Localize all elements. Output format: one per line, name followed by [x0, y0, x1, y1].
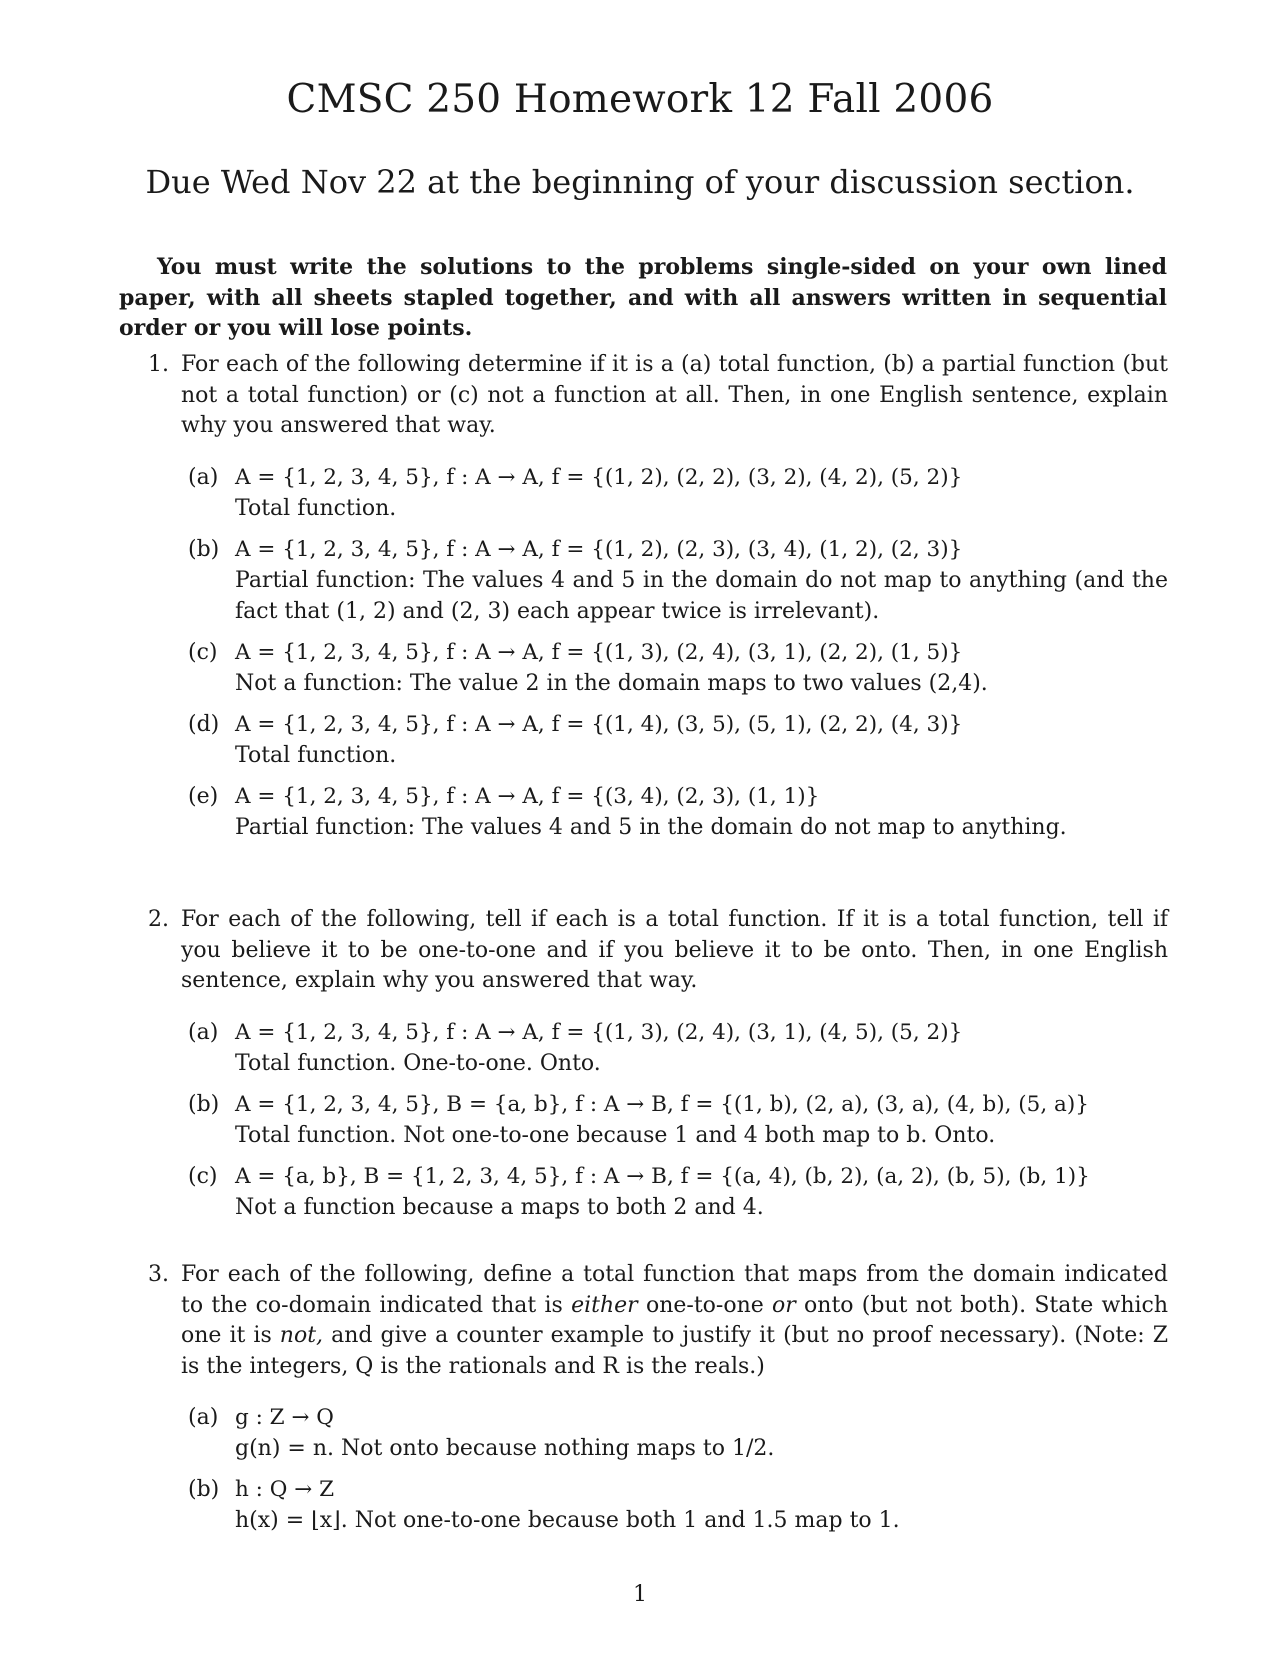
part-label: (a): [188, 1405, 219, 1430]
problem-1: [148, 350, 1168, 442]
part-formula: A = {1, 2, 3, 4, 5}, f : A → A, f = {(1, 3), (2, 4), (3, 1), (4, 5), (5, 2)}: [235, 1020, 963, 1045]
problem-statement: [181, 1260, 1168, 1382]
problem-1-part-b: [188, 534, 1168, 627]
part-formula: A = {1, 2, 3, 4, 5}, f : A → A, f = {(1, 2), (2, 3), (3, 4), (1, 2), (2, 3)}: [235, 537, 963, 562]
problem-1-part-a: [188, 462, 1168, 524]
part-formula: A = {1, 2, 3, 4, 5}, f : A → A, f = {(3, 4), (2, 3), (1, 1)}: [235, 784, 820, 809]
statement-part: onto (but not both). State which one it is: [181, 1292, 1169, 1348]
problem-1-part-e: [188, 781, 1168, 843]
part-answer: Total function. Not one-to-one because 1 and 4 both map to b. Onto.: [235, 1123, 996, 1148]
part-formula: A = {1, 2, 3, 4, 5}, f : A → A, f = {(1, 4), (3, 5), (5, 1), (2, 2), (4, 3)}: [235, 712, 963, 737]
submission-instructions: You must write the solutions to the problems single-sided on your own lined paper, with all sheets stapled together, and with all answers written in sequential order or you will lose points.: [119, 254, 1167, 341]
statement-emphasis-either: either: [571, 1292, 638, 1318]
part-label: (c): [188, 1164, 218, 1189]
problem-2: [148, 905, 1168, 997]
problem-2-part-c: [188, 1161, 1168, 1223]
problem-1-parts: [188, 462, 1168, 853]
statement-part: one-to-one: [645, 1292, 764, 1318]
problem-statement: For each of the following determine if it is a (a) total function, (b) a partial function (but not a total function) or (c) not a function at all. Then, in one English sentence, explain why you answered that way.: [181, 352, 1168, 438]
page-number: 1: [633, 1582, 647, 1607]
problem-number: 3.: [148, 1262, 169, 1287]
part-label: (b): [188, 537, 220, 562]
statement-emphasis-not: not,: [279, 1323, 324, 1348]
problem-2-part-a: [188, 1017, 1168, 1079]
part-answer: Partial function: The values 4 and 5 in the domain do not map to anything (and the fact that (1, 2) and (2, 3) each appear twice is irrelevant).: [235, 568, 1168, 624]
part-formula: h : Q → Z: [235, 1477, 335, 1502]
part-formula: A = {1, 2, 3, 4, 5}, f : A → A, f = {(1, 3), (2, 4), (3, 1), (2, 2), (1, 5)}: [235, 640, 963, 665]
problem-number: 2.: [148, 907, 169, 932]
part-formula: A = {1, 2, 3, 4, 5}, f : A → A, f = {(1, 2), (2, 2), (3, 2), (4, 2), (5, 2)}: [235, 465, 963, 490]
document-title: CMSC 250 Homework 12 Fall 2006: [286, 77, 994, 122]
part-answer: Total function.: [235, 496, 397, 521]
statement-part: and give a counter example to justify it (but no proof necessary). (Note: Z is the integers, Q is the rationals and R is the reals.): [181, 1323, 1169, 1379]
part-answer: Total function. One-to-one. Onto.: [235, 1051, 601, 1076]
part-formula: A = {1, 2, 3, 4, 5}, B = {a, b}, f : A → B, f = {(1, b), (2, a), (3, a), (4, b), (5, a)}: [235, 1092, 1089, 1117]
part-answer: Not a function: The value 2 in the domain maps to two values (2,4).: [235, 671, 988, 696]
problem-1-part-c: [188, 637, 1168, 699]
part-label: (d): [188, 712, 220, 737]
statement-emphasis-or: or: [772, 1292, 796, 1318]
part-label: (b): [188, 1477, 220, 1502]
statement-part: For each of the following, define a total function that maps from the domain indicated to the co-domain indicated that is: [181, 1262, 1168, 1318]
problem-3-part-b: [188, 1474, 1168, 1536]
problem-statement: For each of the following, tell if each is a total function. If it is a total function, tell if you believe it to be one-to-one and if you believe it to be onto. Then, in one English sentence, explain why you answered that way.: [181, 907, 1168, 993]
part-label: (a): [188, 1020, 219, 1045]
part-formula: g : Z → Q: [235, 1405, 334, 1430]
part-answer: g(n) = n. Not onto because nothing maps to 1/2.: [235, 1436, 775, 1461]
part-label: (e): [188, 784, 219, 809]
part-label: (b): [188, 1092, 220, 1117]
part-formula: A = {a, b}, B = {1, 2, 3, 4, 5}, f : A → B, f = {(a, 4), (b, 2), (a, 2), (b, 5), (b, 1)}: [235, 1164, 1090, 1189]
part-answer: h(x) = ⌊x⌋. Not one-to-one because both 1 and 1.5 map to 1.: [235, 1508, 900, 1533]
part-label: (a): [188, 465, 219, 490]
part-answer: Total function.: [235, 743, 397, 768]
problem-number: 1.: [148, 352, 169, 377]
part-answer: Partial function: The values 4 and 5 in the domain do not map to anything.: [235, 815, 1067, 840]
part-answer: Not a function because a maps to both 2 and 4.: [235, 1195, 764, 1220]
problem-2-parts: [188, 1017, 1168, 1233]
problem-1-part-d: [188, 709, 1168, 771]
problem-2-part-b: [188, 1089, 1168, 1151]
problem-3-part-a: [188, 1402, 1168, 1464]
problem-3-parts: [188, 1402, 1168, 1546]
part-label: (c): [188, 640, 218, 665]
due-date-line: Due Wed Nov 22 at the beginning of your discussion section.: [145, 163, 1135, 201]
problem-3: [148, 1260, 1168, 1382]
